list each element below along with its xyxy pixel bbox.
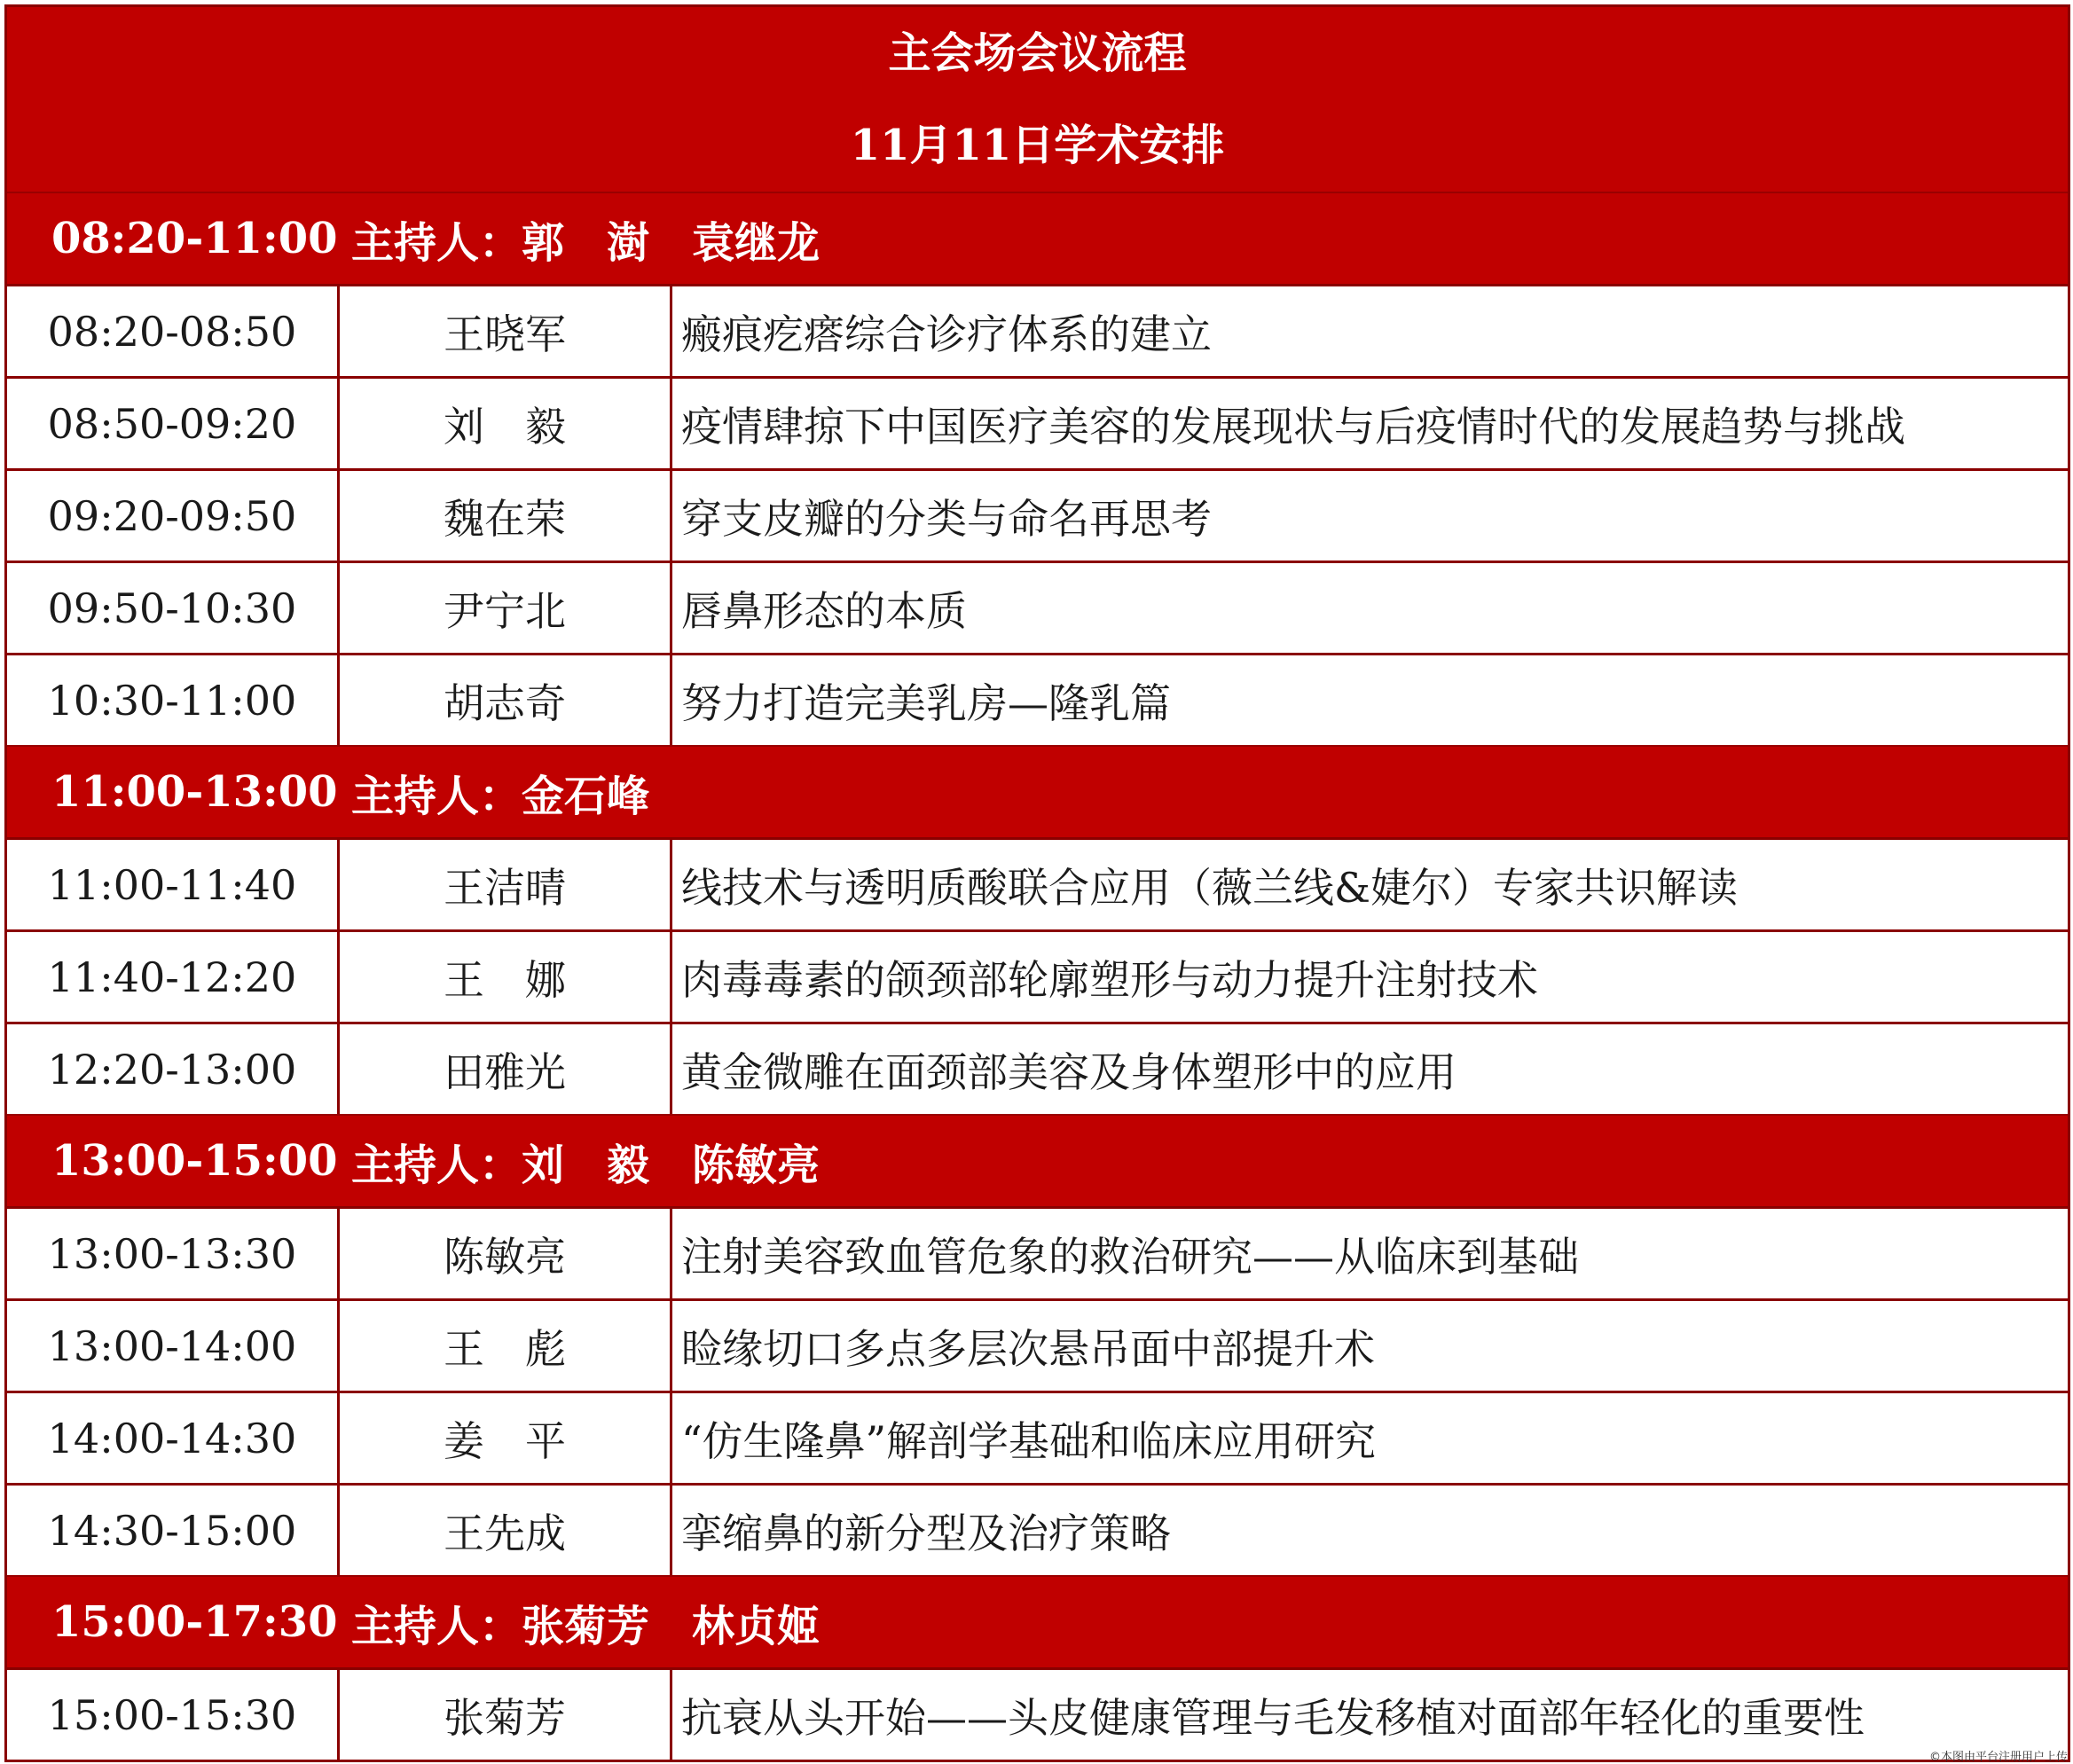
session-header: [7, 192, 2068, 284]
title-band: [7, 7, 2068, 192]
talk-time: 12:20-13:00: [7, 1024, 340, 1114]
page-title: 主会场会议流程: [888, 28, 1187, 78]
talk-time: 09:20-09:50: [7, 471, 340, 561]
table-row: [7, 1391, 2068, 1483]
talk-speaker: 胡志奇: [340, 655, 672, 745]
talk-topic: 抗衰从头开始——头皮健康管理与毛发移植对面部年轻化的重要性: [681, 1693, 1865, 1742]
talk-speaker: 王 娜: [340, 932, 672, 1022]
sessions-container: [7, 192, 2068, 1760]
talk-time: 14:30-15:00: [7, 1486, 340, 1575]
talk-time: 10:30-11:00: [7, 655, 340, 745]
talk-speaker: 王先成: [340, 1486, 672, 1575]
session-time: 11:00-13:00: [51, 767, 338, 817]
talk-time: 11:00-11:40: [7, 840, 340, 929]
talk-topic: 挛缩鼻的新分型及治疗策略: [681, 1509, 1171, 1557]
talk-topic: “仿生隆鼻”解剖学基础和临床应用研究: [681, 1416, 1377, 1465]
talk-speaker: 刘 毅: [340, 379, 672, 468]
session-chair: 主持人：刘 毅 陈敏亮: [351, 1140, 821, 1190]
talk-topic: 努力打造完美乳房—隆乳篇: [681, 678, 1171, 727]
talk-topic: 注射美容致血管危象的救治研究——从临床到基础: [681, 1232, 1579, 1281]
table-row: [7, 1667, 2068, 1760]
session-chair: 主持人：郭 澍 袁继龙: [351, 217, 821, 268]
session-header: [7, 1114, 2068, 1206]
table-row: [7, 653, 2068, 745]
session-time: 15:00-17:30: [51, 1597, 338, 1647]
session-header: [7, 1575, 2068, 1667]
talk-time: 14:00-14:30: [7, 1393, 340, 1483]
talk-time: 09:50-10:30: [7, 563, 340, 653]
table-row: [7, 1298, 2068, 1391]
talk-topic: 唇鼻形态的本质: [681, 586, 967, 635]
session-chair: 主持人：张菊芳 林贞姬: [351, 1601, 821, 1651]
talk-topic: 黄金微雕在面颈部美容及身体塑形中的应用: [681, 1047, 1457, 1096]
talk-speaker: 田雅光: [340, 1024, 672, 1114]
table-row: [7, 284, 2068, 376]
talk-time: 11:40-12:20: [7, 932, 340, 1022]
talk-topic: 穿支皮瓣的分类与命名再思考: [681, 494, 1212, 543]
talk-speaker: 王洁晴: [340, 840, 672, 929]
talk-time: 08:50-09:20: [7, 379, 340, 468]
talk-speaker: 尹宁北: [340, 563, 672, 653]
talk-speaker: 张菊芳: [340, 1670, 672, 1760]
talk-time: 08:20-08:50: [7, 286, 340, 376]
page-subtitle: 11月11日学术安排: [850, 121, 1225, 170]
table-row: [7, 1022, 2068, 1114]
agenda-table: [4, 4, 2070, 1762]
session-header: [7, 745, 2068, 837]
table-row: [7, 929, 2068, 1022]
session-chair: 主持人：金石峰: [351, 771, 650, 821]
table-row: [7, 1483, 2068, 1575]
table-row: [7, 561, 2068, 653]
table-row: [7, 1206, 2068, 1298]
talk-topic: 疫情肆掠下中国医疗美容的发展现状与后疫情时代的发展趋势与挑战: [681, 402, 1905, 451]
talk-speaker: 陈敏亮: [340, 1209, 672, 1298]
talk-time: 13:00-13:30: [7, 1209, 340, 1298]
talk-topic: 瘢痕疙瘩综合诊疗体系的建立: [681, 310, 1212, 358]
session-time: 13:00-15:00: [51, 1136, 338, 1186]
talk-topic: 睑缘切口多点多层次悬吊面中部提升术: [681, 1324, 1375, 1373]
table-row: [7, 376, 2068, 468]
talk-speaker: 魏在荣: [340, 471, 672, 561]
talk-time: 15:00-15:30: [7, 1670, 340, 1760]
talk-topic: 线技术与透明质酸联合应用（薇兰线&婕尔）专家共识解读: [681, 863, 1738, 912]
table-row: [7, 468, 2068, 561]
table-row: [7, 837, 2068, 929]
talk-speaker: 王 彪: [340, 1301, 672, 1391]
watermark: ©本图由平台注册用户上传: [1928, 1751, 2068, 1764]
talk-speaker: 姜 平: [340, 1393, 672, 1483]
talk-time: 13:00-14:00: [7, 1301, 340, 1391]
talk-topic: 肉毒毒素的颌颈部轮廓塑形与动力提升注射技术: [681, 955, 1538, 1004]
session-time: 08:20-11:00: [51, 214, 338, 263]
talk-speaker: 王晓军: [340, 286, 672, 376]
